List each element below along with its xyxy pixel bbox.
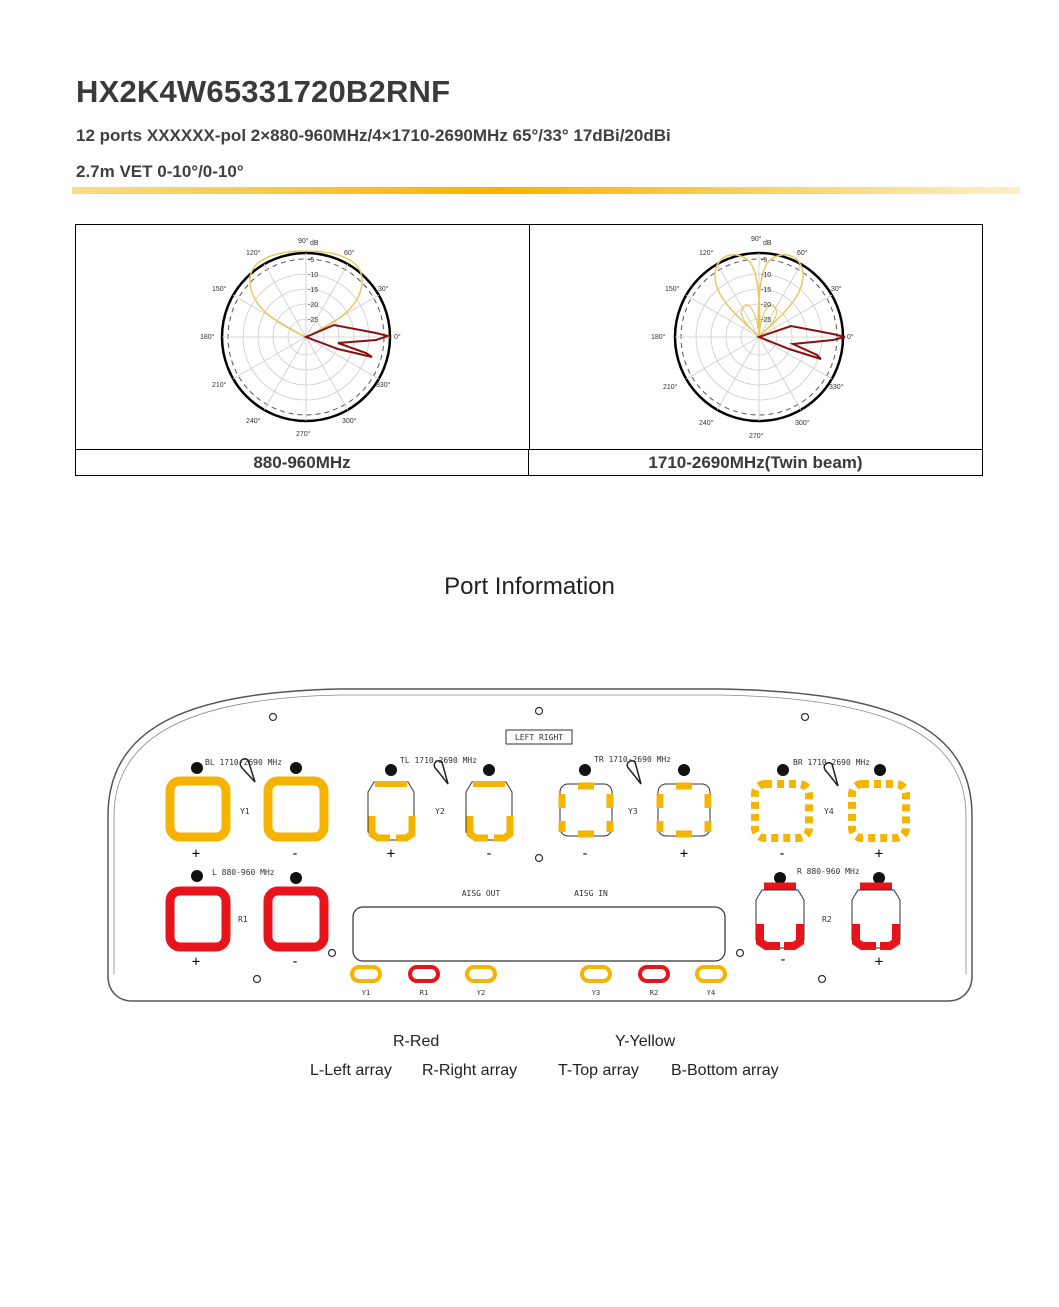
indicator-label-y4: Y4	[706, 989, 716, 997]
angle-label-0: 0°	[394, 334, 401, 341]
unit-label: dB	[763, 240, 772, 247]
unit-label: dB	[310, 240, 319, 247]
legend-yellow: Y-Yellow	[615, 1033, 676, 1050]
polarity-port-11: -	[778, 952, 788, 968]
polarity-port-8: +	[874, 846, 884, 862]
ring-label: -5	[308, 257, 315, 264]
polarity-port-12: +	[874, 954, 884, 970]
marker-y1: Y1	[240, 807, 250, 816]
angle-label-90: 90°	[298, 238, 309, 245]
indicator-y3	[582, 967, 610, 981]
pattern-cell-low-band	[76, 225, 530, 449]
group-label-br: BR 1710-2690 MHz	[793, 758, 871, 767]
polarity-port-3: +	[386, 846, 396, 862]
angle-label-240: 240°	[699, 420, 714, 427]
indicator-label-y2: Y2	[476, 989, 486, 997]
angle-label-0: 0°	[847, 334, 854, 341]
polarity-port-1: +	[191, 846, 201, 862]
pattern-caption-low-band: 880-960MHz	[76, 449, 529, 476]
indicator-y2	[467, 967, 495, 981]
ring-label: -10	[761, 272, 772, 279]
group-label-tl: TL 1710-2690 MHz	[400, 756, 478, 765]
indicator-label-r2: R2	[649, 989, 659, 997]
indicator-r1	[410, 967, 438, 981]
port-2	[268, 781, 324, 837]
legend-left-array: L-Left array	[310, 1062, 392, 1079]
group-label-l: L 880-960 MHz	[212, 868, 275, 877]
ring-label: -25	[308, 317, 319, 324]
legend-right-array: R-Right array	[422, 1062, 518, 1079]
angle-label-180: 180°	[200, 334, 215, 341]
angle-label-30: 30°	[831, 286, 842, 293]
port-9	[170, 891, 226, 947]
port-information-title: Port Information	[444, 573, 615, 600]
ring-label: -20	[308, 302, 319, 309]
indicator-r2	[640, 967, 668, 981]
indicator-y4	[697, 967, 725, 981]
left-right-label: LEFT RIGHT	[514, 733, 564, 742]
angle-label-210: 210°	[212, 382, 227, 389]
angle-label-60: 60°	[797, 250, 808, 257]
indicator-label-y3: Y3	[591, 989, 601, 997]
port-6	[658, 784, 710, 836]
angle-label-120: 120°	[699, 250, 714, 257]
polar-plot-high-band	[529, 225, 982, 449]
polarity-port-7: -	[777, 846, 787, 862]
port-10	[268, 891, 324, 947]
ring-label: -10	[308, 272, 319, 279]
angle-label-150: 150°	[212, 286, 227, 293]
mounting-holes	[254, 708, 826, 983]
marker-y3: Y3	[628, 807, 638, 816]
aisg-window	[353, 907, 725, 961]
legend-bottom-array: B-Bottom array	[671, 1062, 779, 1079]
ring-label: -20	[761, 302, 772, 309]
indicator-label-y1: Y1	[361, 989, 371, 997]
ring-label: -15	[761, 287, 772, 294]
polarity-port-4: -	[484, 846, 494, 862]
angle-label-300: 300°	[795, 420, 810, 427]
group-label-r: R 880-960 MHz	[797, 867, 860, 876]
port-5	[560, 784, 612, 836]
pattern-caption-high-band: 1710-2690MHz(Twin beam)	[529, 449, 982, 476]
angle-label-270: 270°	[296, 431, 311, 438]
angle-label-90: 90°	[751, 236, 762, 243]
angle-label-330: 330°	[829, 384, 844, 391]
port-7	[755, 784, 809, 838]
port-8	[852, 784, 906, 838]
model-number: HX2K4W65331720B2RNF	[76, 74, 451, 109]
ring-label: -5	[761, 257, 768, 264]
ring-label: -25	[761, 317, 772, 324]
angle-label-150: 150°	[665, 286, 680, 293]
polarity-port-2: -	[290, 846, 300, 862]
indicator-label-r1: R1	[419, 989, 429, 997]
angle-label-270: 270°	[749, 433, 764, 440]
spec-line-vet: 2.7m VET 0-10°/0-10°	[76, 162, 244, 181]
angle-label-180: 180°	[651, 334, 666, 341]
angle-label-30: 30°	[378, 286, 389, 293]
indicator-y1	[352, 967, 380, 981]
angle-label-210: 210°	[663, 384, 678, 391]
polarity-port-5: -	[580, 846, 590, 862]
port-diagram	[100, 686, 980, 1006]
legend-top-array: T-Top array	[558, 1062, 639, 1079]
aisg-in-label: AISG IN	[574, 889, 608, 898]
marker-y4: Y4	[824, 807, 834, 816]
angle-label-300: 300°	[342, 418, 357, 425]
polarity-port-10: -	[290, 954, 300, 970]
legend-red: R-Red	[393, 1033, 440, 1050]
polarity-port-9: +	[191, 954, 201, 970]
aisg-out-label: AISG OUT	[461, 889, 501, 898]
polar-plot-low-band	[76, 225, 529, 449]
pattern-cell-high-band	[529, 225, 982, 449]
pattern-trace-red	[759, 326, 845, 359]
marker-y2: Y2	[435, 807, 445, 816]
ring-label: -15	[308, 287, 319, 294]
polarity-port-6: +	[679, 846, 689, 862]
marker-r2: R2	[822, 915, 832, 924]
angle-label-60: 60°	[344, 250, 355, 257]
angle-label-240: 240°	[246, 418, 261, 425]
angle-label-330: 330°	[376, 382, 391, 389]
angle-label-120: 120°	[246, 250, 261, 257]
header-rule	[72, 187, 1020, 194]
port-1	[170, 781, 226, 837]
spec-line-ports: 12 ports XXXXXX-pol 2×880-960MHz/4×1710-2690MHz 65°/33° 17dBi/20dBi	[76, 126, 671, 145]
group-label-bl: BL 1710-2690 MHz	[205, 758, 283, 767]
marker-r1: R1	[238, 915, 248, 924]
radiation-pattern-table	[75, 224, 983, 476]
group-label-tr: TR 1710-2690 MHz	[594, 755, 672, 764]
